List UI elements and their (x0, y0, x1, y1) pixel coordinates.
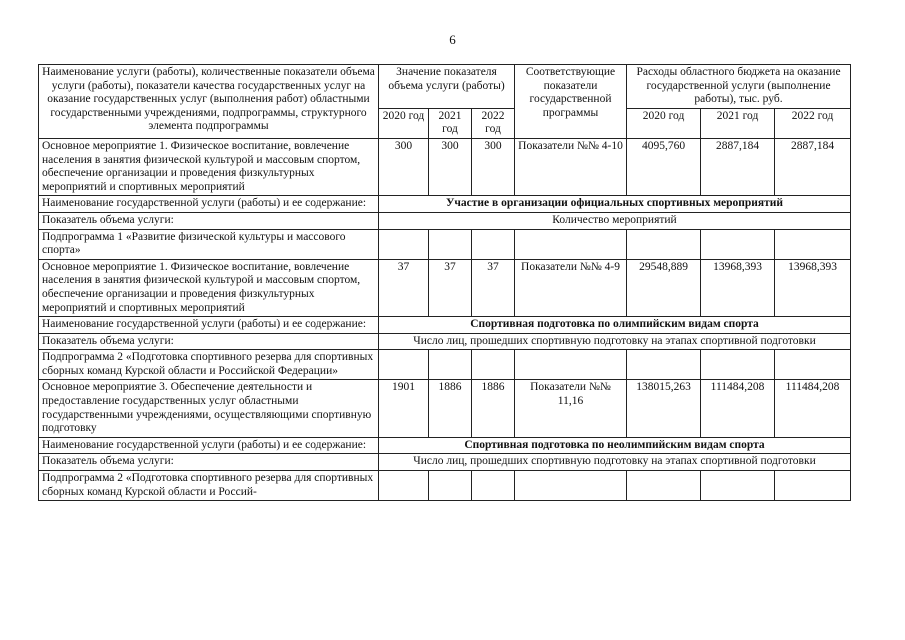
indicator-label: Показатель объема услуги: (39, 212, 379, 229)
service-label: Наименование государственной услуги (работы) и ее содержание: (39, 317, 379, 334)
indicator-name: Число лиц, прошедших спортивную подготовку на этапах спортивной подготовки (379, 454, 851, 471)
program-cell: Показатели №№ 4-9 (515, 259, 627, 316)
expense-cell: 13968,393 (701, 259, 775, 316)
header-year: 2022 год (472, 108, 515, 138)
subprogram-row (39, 229, 851, 259)
header-values-cell: Значение показателя объема услуги (работы) (379, 65, 515, 109)
indicator-name: Число лиц, прошедших спортивную подготовку на этапах спортивной подготовки (379, 333, 851, 350)
header-year: 2021 год (701, 108, 775, 138)
value-cell: 1901 (379, 380, 429, 437)
expense-cell: 2887,184 (701, 138, 775, 195)
header-year: 2020 год (379, 108, 429, 138)
value-cell: 37 (429, 259, 472, 316)
service-row (39, 317, 851, 334)
indicator-label: Показатель объема услуги: (39, 454, 379, 471)
value-cell: 300 (472, 138, 515, 195)
service-row (39, 196, 851, 213)
service-label: Наименование государственной услуги (работы) и ее содержание: (39, 437, 379, 454)
header-row-1 (39, 65, 851, 109)
indicator-row (39, 454, 851, 471)
header-program-cell: Соответствующие показатели государственной программы (515, 65, 627, 139)
value-cell: 37 (472, 259, 515, 316)
service-label: Наименование государственной услуги (работы) и ее содержание: (39, 196, 379, 213)
indicator-name: Количество мероприятий (379, 212, 851, 229)
header-name-cell: Наименование услуги (работы), количественные показатели объема услуги (работы), показатели качества государственных услуг на оказание государственных услуг (выполнения работ) областными государственными учреждениями, подпрограммы, структурного элемента подпрограммы (39, 65, 379, 139)
service-name: Спортивная подготовка по неолимпийским видам спорта (379, 437, 851, 454)
value-cell: 37 (379, 259, 429, 316)
table-row (39, 259, 851, 316)
value-cell: 1886 (472, 380, 515, 437)
indicator-row (39, 212, 851, 229)
expense-cell: 29548,889 (627, 259, 701, 316)
expense-cell: 4095,760 (627, 138, 701, 195)
subprogram-row (39, 471, 851, 501)
expense-cell: 111484,208 (775, 380, 851, 437)
header-year: 2021 год (429, 108, 472, 138)
value-cell: 1886 (429, 380, 472, 437)
program-cell: Показатели №№ 4-10 (515, 138, 627, 195)
expense-cell: 138015,263 (627, 380, 701, 437)
header-year: 2020 год (627, 108, 701, 138)
program-cell: Показатели №№ 11,16 (515, 380, 627, 437)
value-cell: 300 (429, 138, 472, 195)
header-expenses-cell: Расходы областного бюджета на оказание государственной услуги (выполнение работы), тыс. руб. (627, 65, 851, 109)
program-table (38, 64, 851, 501)
header-year: 2022 год (775, 108, 851, 138)
expense-cell: 111484,208 (701, 380, 775, 437)
table-row (39, 380, 851, 437)
service-name: Спортивная подготовка по олимпийским видам спорта (379, 317, 851, 334)
table-row (39, 138, 851, 195)
subprogram-name: Подпрограмма 1 «Развитие физической культуры и массового спорта» (39, 229, 379, 259)
value-cell: 300 (379, 138, 429, 195)
service-name: Участие в организации официальных спортивных мероприятий (379, 196, 851, 213)
activity-name: Основное мероприятие 3. Обеспечение деятельности и предоставление государственных услуг областными государственными учреждениями, осуществляющими спортивную подготовку (39, 380, 379, 437)
indicator-label: Показатель объема услуги: (39, 333, 379, 350)
expense-cell: 2887,184 (775, 138, 851, 195)
page-number: 6 (449, 32, 456, 47)
indicator-row (39, 333, 851, 350)
subprogram-name: Подпрограмма 2 «Подготовка спортивного резерва для спортивных сборных команд Курской области и Российской Федерации» (39, 350, 379, 380)
expense-cell: 13968,393 (775, 259, 851, 316)
activity-name: Основное мероприятие 1. Физическое воспитание, вовлечение населения в занятия физической культурой и массовым спортом, обеспечение организации и проведения физкультурных мероприятий и спортивных мероприятий (39, 138, 379, 195)
service-row (39, 437, 851, 454)
activity-name: Основное мероприятие 1. Физическое воспитание, вовлечение населения в занятия физической культурой и массовым спортом, обеспечение организации и проведения физкультурных мероприятий и спортивных мероприятий (39, 259, 379, 316)
subprogram-row (39, 350, 851, 380)
subprogram-name: Подпрограмма 2 «Подготовка спортивного резерва для спортивных сборных команд Курской области и Россий- (39, 471, 379, 501)
